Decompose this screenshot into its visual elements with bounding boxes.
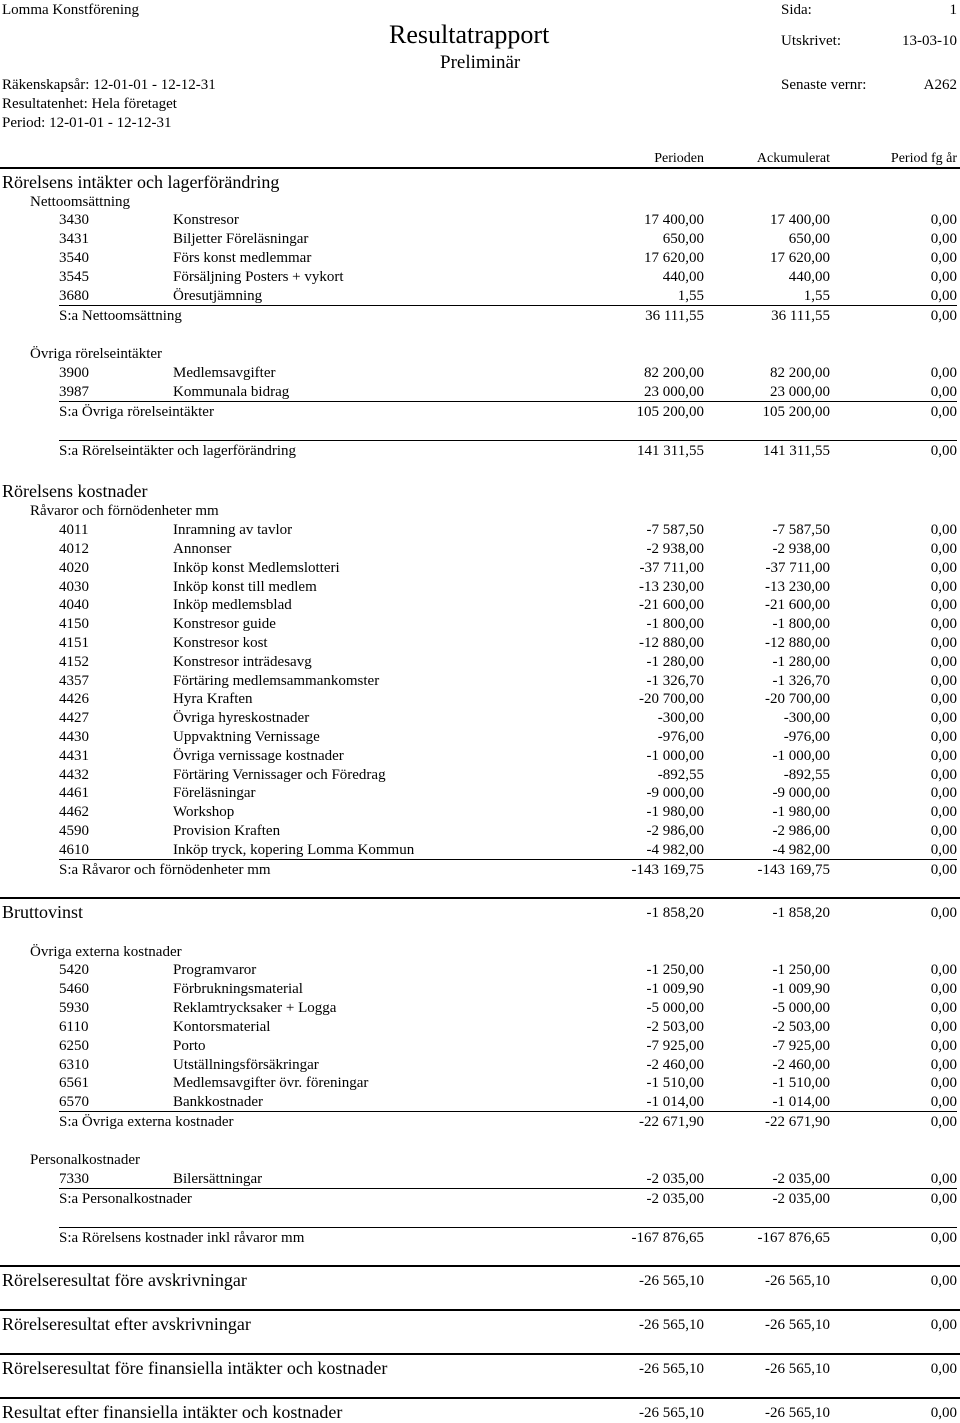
account-number: 4152 bbox=[59, 654, 89, 670]
subtotal-period-value: -22 671,90 bbox=[639, 1114, 704, 1130]
account-number: 3680 bbox=[59, 288, 89, 304]
account-name: Förtäring Vernissager och Föredrag bbox=[173, 767, 386, 783]
account-previous-year-value: 0,00 bbox=[930, 962, 957, 978]
subtotal-previous-year-value: 0,00 bbox=[930, 443, 957, 459]
account-number: 3431 bbox=[59, 231, 89, 247]
page-number: 1 bbox=[949, 2, 957, 18]
account-name: Hyra Kraften bbox=[173, 691, 253, 707]
account-number: 6110 bbox=[59, 1019, 89, 1035]
total-previous-year-value: 0,00 bbox=[930, 1405, 957, 1421]
account-previous-year-value: 0,00 bbox=[930, 673, 957, 689]
account-period-value: -2 938,00 bbox=[646, 541, 704, 557]
account-name: Utställningsförsäkringar bbox=[173, 1057, 319, 1073]
account-name: Annonser bbox=[173, 541, 232, 557]
account-previous-year-value: 0,00 bbox=[930, 654, 957, 670]
account-previous-year-value: 0,00 bbox=[930, 691, 957, 707]
account-name: Workshop bbox=[173, 804, 235, 820]
account-name: Konstresor kost bbox=[173, 635, 268, 651]
account-number: 4020 bbox=[59, 560, 89, 576]
account-name: Medlemsavgifter bbox=[173, 365, 276, 381]
account-previous-year-value: 0,00 bbox=[930, 729, 957, 745]
account-accumulated-value: -20 700,00 bbox=[765, 691, 830, 707]
account-name: Inköp tryck, kopering Lomma Kommun bbox=[173, 842, 415, 858]
account-accumulated-value: -1 510,00 bbox=[772, 1075, 830, 1091]
account-accumulated-value: -2 938,00 bbox=[772, 541, 830, 557]
subtotal-rule bbox=[59, 440, 957, 441]
account-accumulated-value: -2 035,00 bbox=[772, 1171, 830, 1187]
account-name: Konstresor guide bbox=[173, 616, 276, 632]
total-rule bbox=[0, 1397, 960, 1399]
total-accumulated-value: -26 565,10 bbox=[765, 1361, 830, 1377]
account-number: 4150 bbox=[59, 616, 89, 632]
account-previous-year-value: 0,00 bbox=[930, 541, 957, 557]
account-number: 4030 bbox=[59, 579, 89, 595]
subtotal-period-value: -143 169,75 bbox=[631, 862, 704, 878]
account-accumulated-value: -1 250,00 bbox=[772, 962, 830, 978]
organization-name: Lomma Konstförening bbox=[2, 2, 140, 18]
account-period-value: -1 510,00 bbox=[646, 1075, 704, 1091]
account-number: 5420 bbox=[59, 962, 89, 978]
account-name: Övriga hyreskostnader bbox=[173, 710, 310, 726]
account-accumulated-value: 23 000,00 bbox=[770, 384, 830, 400]
account-number: 5930 bbox=[59, 1000, 89, 1016]
total-label: Resultat efter finansiella intäkter och kostnader bbox=[2, 1402, 343, 1422]
account-number: 5460 bbox=[59, 981, 89, 997]
account-name: Kontorsmaterial bbox=[173, 1019, 271, 1035]
total-period-value: -1 858,20 bbox=[646, 905, 704, 921]
account-number: 4610 bbox=[59, 842, 89, 858]
account-accumulated-value: -892,55 bbox=[783, 767, 830, 783]
account-accumulated-value: 82 200,00 bbox=[770, 365, 830, 381]
account-period-value: -2 503,00 bbox=[646, 1019, 704, 1035]
subtotal-previous-year-value: 0,00 bbox=[930, 308, 957, 324]
account-name: Kommunala bidrag bbox=[173, 384, 290, 400]
account-accumulated-value: 1,55 bbox=[803, 288, 830, 304]
total-rule bbox=[0, 1353, 960, 1355]
total-rule bbox=[0, 1265, 960, 1267]
subtotal-accumulated-value: -2 035,00 bbox=[772, 1191, 830, 1207]
account-number: 3545 bbox=[59, 269, 89, 285]
account-period-value: -5 000,00 bbox=[646, 1000, 704, 1016]
account-accumulated-value: -2 503,00 bbox=[772, 1019, 830, 1035]
account-previous-year-value: 0,00 bbox=[930, 616, 957, 632]
subtotal-accumulated-value: 141 311,55 bbox=[763, 443, 830, 459]
account-accumulated-value: -976,00 bbox=[783, 729, 830, 745]
account-name: Biljetter Föreläsningar bbox=[173, 231, 309, 247]
account-number: 4430 bbox=[59, 729, 89, 745]
account-previous-year-value: 0,00 bbox=[930, 1038, 957, 1054]
subtotal-accumulated-value: 105 200,00 bbox=[762, 404, 830, 420]
account-period-value: 17 620,00 bbox=[644, 250, 704, 266]
account-name: Uppvaktning Vernissage bbox=[173, 729, 320, 745]
account-accumulated-value: -1 000,00 bbox=[772, 748, 830, 764]
account-number: 4426 bbox=[59, 691, 89, 707]
total-period-value: -26 565,10 bbox=[639, 1317, 704, 1333]
subtotal-label: S:a Övriga externa kostnader bbox=[59, 1114, 234, 1130]
subtotal-label: S:a Råvaror och förnödenheter mm bbox=[59, 862, 271, 878]
account-period-value: -13 230,00 bbox=[639, 579, 704, 595]
account-name: Förtäring medlemsammankomster bbox=[173, 673, 380, 689]
subtotal-period-value: -167 876,65 bbox=[631, 1230, 704, 1246]
account-period-value: -7 587,50 bbox=[646, 522, 704, 538]
account-name: Inramning av tavlor bbox=[173, 522, 293, 538]
subtotal-accumulated-value: -143 169,75 bbox=[757, 862, 830, 878]
subtotal-period-value: 141 311,55 bbox=[637, 443, 704, 459]
account-accumulated-value: -1 009,90 bbox=[772, 981, 830, 997]
subtotal-label: S:a Rörelsens kostnader inkl råvaror mm bbox=[59, 1230, 305, 1246]
total-rule bbox=[0, 897, 960, 899]
total-previous-year-value: 0,00 bbox=[930, 905, 957, 921]
total-label: Rörelseresultat efter avskrivningar bbox=[2, 1314, 251, 1334]
report-title: Resultatrapport bbox=[389, 20, 550, 49]
total-accumulated-value: -26 565,10 bbox=[765, 1405, 830, 1421]
account-accumulated-value: -5 000,00 bbox=[772, 1000, 830, 1016]
subtotal-label: S:a Nettoomsättning bbox=[59, 308, 182, 324]
group-heading: Nettoomsättning bbox=[30, 194, 130, 210]
account-previous-year-value: 0,00 bbox=[930, 597, 957, 613]
page-label: Sida: bbox=[781, 2, 812, 18]
subtotal-previous-year-value: 0,00 bbox=[930, 1191, 957, 1207]
account-accumulated-value: -7 587,50 bbox=[772, 522, 830, 538]
subtotal-period-value: -2 035,00 bbox=[646, 1191, 704, 1207]
total-period-value: -26 565,10 bbox=[639, 1273, 704, 1289]
result-unit: Resultatenhet: Hela företaget bbox=[2, 96, 177, 112]
subtotal-label: S:a Övriga rörelseintäkter bbox=[59, 404, 214, 420]
account-number: 6310 bbox=[59, 1057, 89, 1073]
account-period-value: 650,00 bbox=[662, 231, 704, 247]
account-previous-year-value: 0,00 bbox=[930, 522, 957, 538]
account-previous-year-value: 0,00 bbox=[930, 1057, 957, 1073]
account-previous-year-value: 0,00 bbox=[930, 710, 957, 726]
group-heading: Övriga rörelseintäkter bbox=[30, 346, 163, 362]
account-period-value: -1 280,00 bbox=[646, 654, 704, 670]
total-accumulated-value: -26 565,10 bbox=[765, 1273, 830, 1289]
account-period-value: -1 250,00 bbox=[646, 962, 704, 978]
account-name: Provision Kraften bbox=[173, 823, 281, 839]
account-previous-year-value: 0,00 bbox=[930, 231, 957, 247]
account-previous-year-value: 0,00 bbox=[930, 1094, 957, 1110]
account-accumulated-value: -13 230,00 bbox=[765, 579, 830, 595]
account-number: 4432 bbox=[59, 767, 89, 783]
account-previous-year-value: 0,00 bbox=[930, 1000, 957, 1016]
group-heading: Råvaror och förnödenheter mm bbox=[30, 503, 219, 519]
header-rule bbox=[0, 167, 960, 169]
account-previous-year-value: 0,00 bbox=[930, 804, 957, 820]
account-period-value: -7 925,00 bbox=[646, 1038, 704, 1054]
account-name: Förbrukningsmaterial bbox=[173, 981, 303, 997]
account-previous-year-value: 0,00 bbox=[930, 269, 957, 285]
subtotal-accumulated-value: -167 876,65 bbox=[757, 1230, 830, 1246]
subtotal-label: S:a Personalkostnader bbox=[59, 1191, 192, 1207]
account-previous-year-value: 0,00 bbox=[930, 1019, 957, 1035]
account-name: Bilersättningar bbox=[173, 1171, 263, 1187]
account-previous-year-value: 0,00 bbox=[930, 1075, 957, 1091]
account-period-value: -12 880,00 bbox=[639, 635, 704, 651]
subtotal-rule bbox=[59, 305, 957, 306]
account-period-value: -1 014,00 bbox=[646, 1094, 704, 1110]
total-accumulated-value: -26 565,10 bbox=[765, 1317, 830, 1333]
account-number: 6570 bbox=[59, 1094, 89, 1110]
account-period-value: -4 982,00 bbox=[646, 842, 704, 858]
account-number: 4011 bbox=[59, 522, 89, 538]
fiscal-year: Räkenskapsår: 12-01-01 - 12-12-31 bbox=[2, 77, 216, 93]
account-name: Övriga vernissage kostnader bbox=[173, 748, 344, 764]
account-name: Konstresor bbox=[173, 212, 239, 228]
account-accumulated-value: -37 711,00 bbox=[765, 560, 830, 576]
account-number: 3430 bbox=[59, 212, 89, 228]
account-number: 3900 bbox=[59, 365, 89, 381]
column-header-period: Perioden bbox=[654, 151, 704, 166]
account-period-value: 82 200,00 bbox=[644, 365, 704, 381]
account-accumulated-value: -300,00 bbox=[783, 710, 830, 726]
column-header-accumulated: Ackumulerat bbox=[756, 151, 830, 166]
account-period-value: -1 326,70 bbox=[646, 673, 704, 689]
subtotal-rule bbox=[59, 1188, 957, 1189]
column-header-previous-year: Period fg år bbox=[890, 151, 957, 166]
account-accumulated-value: -1 014,00 bbox=[772, 1094, 830, 1110]
account-accumulated-value: -7 925,00 bbox=[772, 1038, 830, 1054]
total-period-value: -26 565,10 bbox=[639, 1405, 704, 1421]
account-accumulated-value: -2 460,00 bbox=[772, 1057, 830, 1073]
account-name: Inköp konst till medlem bbox=[173, 579, 317, 595]
account-name: Öresutjämning bbox=[173, 288, 263, 304]
account-number: 4357 bbox=[59, 673, 89, 689]
subtotal-period-value: 105 200,00 bbox=[636, 404, 704, 420]
subtotal-label: S:a Rörelseintäkter och lagerförändring bbox=[59, 443, 296, 459]
account-accumulated-value: -4 982,00 bbox=[772, 842, 830, 858]
subtotal-accumulated-value: 36 111,55 bbox=[771, 308, 830, 324]
account-previous-year-value: 0,00 bbox=[930, 365, 957, 381]
subtotal-previous-year-value: 0,00 bbox=[930, 1230, 957, 1246]
account-accumulated-value: 650,00 bbox=[788, 231, 830, 247]
account-name: Reklamtrycksaker + Logga bbox=[173, 1000, 337, 1016]
account-number: 4462 bbox=[59, 804, 89, 820]
total-previous-year-value: 0,00 bbox=[930, 1317, 957, 1333]
account-number: 3540 bbox=[59, 250, 89, 266]
account-period-value: 440,00 bbox=[662, 269, 704, 285]
account-accumulated-value: -12 880,00 bbox=[765, 635, 830, 651]
total-previous-year-value: 0,00 bbox=[930, 1273, 957, 1289]
total-rule bbox=[0, 1309, 960, 1311]
account-previous-year-value: 0,00 bbox=[930, 560, 957, 576]
account-previous-year-value: 0,00 bbox=[930, 384, 957, 400]
account-period-value: -2 035,00 bbox=[646, 1171, 704, 1187]
account-accumulated-value: -9 000,00 bbox=[772, 785, 830, 801]
account-previous-year-value: 0,00 bbox=[930, 250, 957, 266]
account-number: 4461 bbox=[59, 785, 89, 801]
total-accumulated-value: -1 858,20 bbox=[772, 905, 830, 921]
subtotal-previous-year-value: 0,00 bbox=[930, 862, 957, 878]
last-verification-label: Senaste vernr: bbox=[781, 77, 867, 93]
total-label: Rörelseresultat före avskrivningar bbox=[2, 1270, 247, 1290]
total-label: Bruttovinst bbox=[2, 902, 84, 922]
last-verification-number: A262 bbox=[923, 77, 957, 93]
account-period-value: -37 711,00 bbox=[639, 560, 704, 576]
total-previous-year-value: 0,00 bbox=[930, 1361, 957, 1377]
account-previous-year-value: 0,00 bbox=[930, 785, 957, 801]
section-heading: Rörelsens kostnader bbox=[2, 481, 148, 501]
account-number: 6250 bbox=[59, 1038, 89, 1054]
subtotal-rule bbox=[59, 1227, 957, 1228]
subtotal-period-value: 36 111,55 bbox=[645, 308, 704, 324]
account-period-value: -1 980,00 bbox=[646, 804, 704, 820]
account-number: 4151 bbox=[59, 635, 89, 651]
account-period-value: -21 600,00 bbox=[639, 597, 704, 613]
account-previous-year-value: 0,00 bbox=[930, 842, 957, 858]
account-period-value: 23 000,00 bbox=[644, 384, 704, 400]
account-number: 4040 bbox=[59, 597, 89, 613]
account-name: Inköp medlemsblad bbox=[173, 597, 292, 613]
account-period-value: -20 700,00 bbox=[639, 691, 704, 707]
account-number: 3987 bbox=[59, 384, 89, 400]
account-period-value: -9 000,00 bbox=[646, 785, 704, 801]
account-previous-year-value: 0,00 bbox=[930, 981, 957, 997]
account-period-value: -2 460,00 bbox=[646, 1057, 704, 1073]
account-number: 4431 bbox=[59, 748, 89, 764]
account-number: 7330 bbox=[59, 1171, 89, 1187]
account-accumulated-value: 17 400,00 bbox=[770, 212, 830, 228]
account-period-value: 1,55 bbox=[677, 288, 704, 304]
account-previous-year-value: 0,00 bbox=[930, 1171, 957, 1187]
account-name: Porto bbox=[173, 1038, 206, 1054]
account-previous-year-value: 0,00 bbox=[930, 212, 957, 228]
group-heading: Personalkostnader bbox=[30, 1152, 140, 1168]
account-accumulated-value: -2 986,00 bbox=[772, 823, 830, 839]
printed-date: 13-03-10 bbox=[902, 33, 957, 49]
account-period-value: -1 009,90 bbox=[646, 981, 704, 997]
account-name: Förs konst medlemmar bbox=[173, 250, 312, 266]
account-period-value: -2 986,00 bbox=[646, 823, 704, 839]
account-name: Konstresor inträdesavg bbox=[173, 654, 312, 670]
account-accumulated-value: -1 326,70 bbox=[772, 673, 830, 689]
account-number: 4590 bbox=[59, 823, 89, 839]
account-previous-year-value: 0,00 bbox=[930, 767, 957, 783]
account-accumulated-value: 17 620,00 bbox=[770, 250, 830, 266]
account-name: Föreläsningar bbox=[173, 785, 256, 801]
subtotal-rule bbox=[59, 1111, 957, 1112]
total-period-value: -26 565,10 bbox=[639, 1361, 704, 1377]
account-name: Programvaror bbox=[173, 962, 257, 978]
account-accumulated-value: -1 800,00 bbox=[772, 616, 830, 632]
section-heading: Rörelsens intäkter och lagerförändring bbox=[2, 172, 280, 192]
account-name: Försäljning Posters + vykort bbox=[173, 269, 344, 285]
account-period-value: 17 400,00 bbox=[644, 212, 704, 228]
account-number: 4427 bbox=[59, 710, 89, 726]
account-name: Bankkostnader bbox=[173, 1094, 263, 1110]
account-period-value: -1 000,00 bbox=[646, 748, 704, 764]
account-previous-year-value: 0,00 bbox=[930, 823, 957, 839]
subtotal-previous-year-value: 0,00 bbox=[930, 404, 957, 420]
subtotal-previous-year-value: 0,00 bbox=[930, 1114, 957, 1130]
account-accumulated-value: -1 980,00 bbox=[772, 804, 830, 820]
account-period-value: -976,00 bbox=[657, 729, 704, 745]
account-period-value: -892,55 bbox=[657, 767, 704, 783]
account-previous-year-value: 0,00 bbox=[930, 748, 957, 764]
subtotal-rule bbox=[59, 859, 957, 860]
report-subtitle: Preliminär bbox=[440, 52, 521, 73]
account-accumulated-value: -21 600,00 bbox=[765, 597, 830, 613]
account-number: 6561 bbox=[59, 1075, 89, 1091]
report-period: Period: 12-01-01 - 12-12-31 bbox=[2, 115, 172, 131]
group-heading: Övriga externa kostnader bbox=[30, 944, 182, 960]
account-previous-year-value: 0,00 bbox=[930, 579, 957, 595]
account-name: Inköp konst Medlemslotteri bbox=[173, 560, 340, 576]
subtotal-rule bbox=[59, 401, 957, 402]
total-label: Rörelseresultat före finansiella intäkter och kostnader bbox=[2, 1358, 388, 1378]
account-period-value: -300,00 bbox=[657, 710, 704, 726]
printed-label: Utskrivet: bbox=[781, 33, 841, 49]
account-previous-year-value: 0,00 bbox=[930, 288, 957, 304]
account-previous-year-value: 0,00 bbox=[930, 635, 957, 651]
account-period-value: -1 800,00 bbox=[646, 616, 704, 632]
subtotal-accumulated-value: -22 671,90 bbox=[765, 1114, 830, 1130]
account-accumulated-value: -1 280,00 bbox=[772, 654, 830, 670]
account-accumulated-value: 440,00 bbox=[788, 269, 830, 285]
account-name: Medlemsavgifter övr. föreningar bbox=[173, 1075, 369, 1091]
account-number: 4012 bbox=[59, 541, 89, 557]
